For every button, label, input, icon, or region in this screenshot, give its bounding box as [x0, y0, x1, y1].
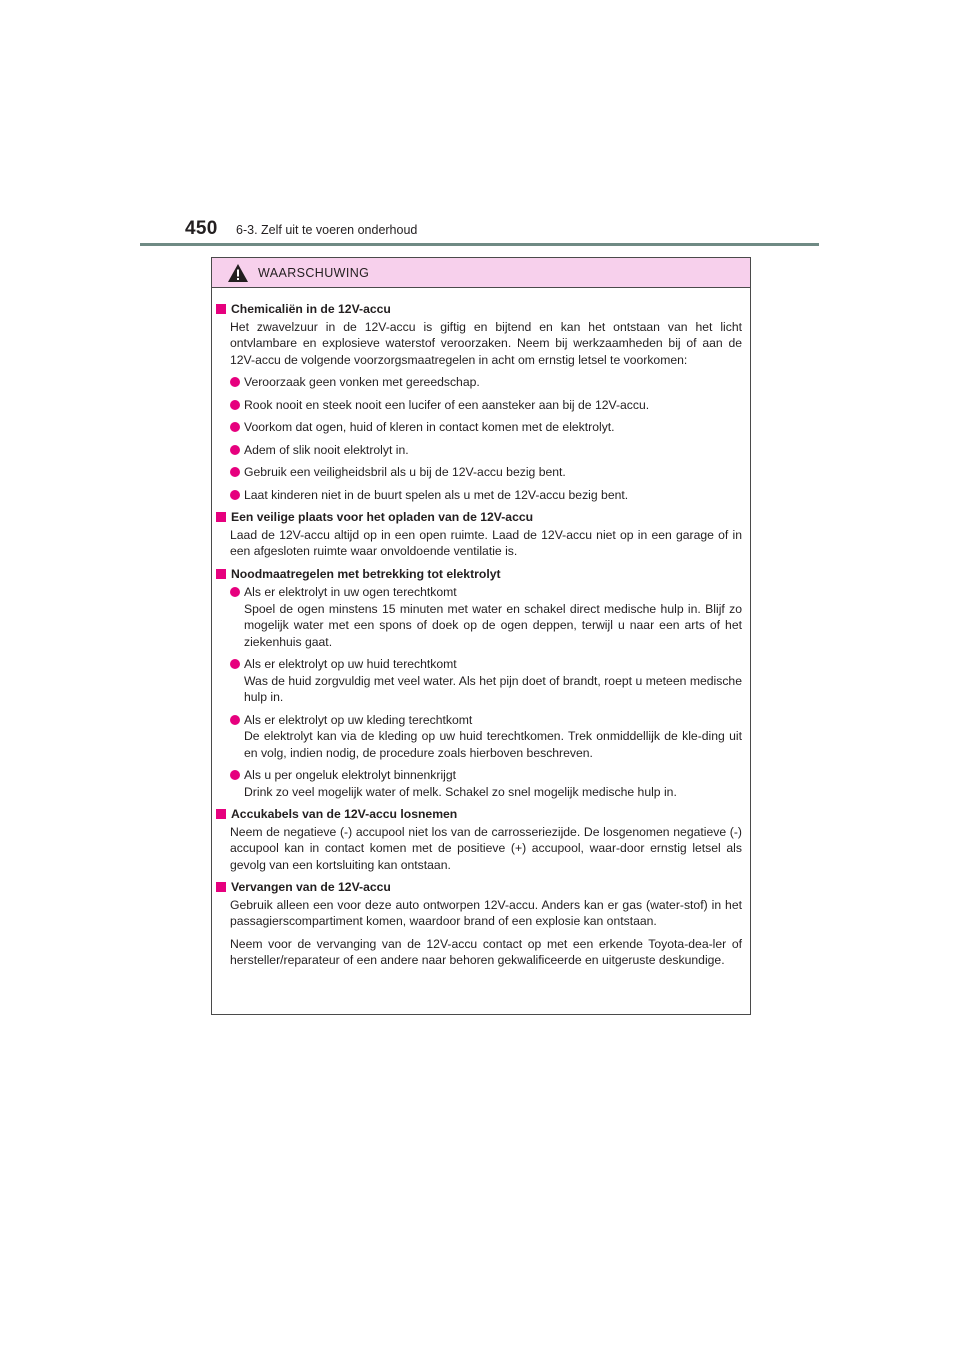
square-bullet-icon	[216, 569, 226, 579]
dot-bullet-icon	[230, 490, 240, 500]
bullet-body	[244, 397, 742, 414]
warning-label: WAARSCHUWING	[258, 265, 370, 280]
bullet-list	[216, 374, 742, 503]
warning-section	[216, 566, 742, 801]
bullet-body	[244, 464, 742, 481]
dot-bullet-icon	[230, 422, 240, 432]
section-heading	[216, 566, 742, 583]
section-paragraph: Neem de negatieve (-) accupool niet los van de carrosseriezijde. De losgenomen negatieve (-) accupool kan in contact komen met de positieve (+) accupool, waar-door ernstig letsel als gevolg van een kortsluiting kan ontstaan.	[230, 824, 742, 872]
warning-body	[212, 288, 750, 969]
section-title: 6-3. Zelf uit te voeren onderhoud	[236, 223, 418, 237]
bullet-body	[244, 712, 742, 762]
bullet-head: Veroorzaak geen vonken met gereedschap.	[244, 375, 480, 389]
square-bullet-icon	[216, 882, 226, 892]
section-paragraph: Het zwavelzuur in de 12V-accu is giftig en bijtend en kan het ontstaan van het licht ontvlambare en explosieve waterstof veroorzaken. Neem bij werkzaamheden bij of aan de 12V-accu de volgende voorzorgsmaatregelen in acht om ernstig letsel te voorkomen:	[230, 319, 742, 367]
warning-section	[216, 879, 742, 969]
dot-bullet-icon	[230, 770, 240, 780]
warning-header	[212, 258, 750, 288]
bullet-head: Als er elektrolyt in uw ogen terechtkomt	[244, 585, 457, 599]
bullet-text: De elektrolyt kan via de kleding op uw huid terechtkomen. Trek onmiddellijk de kle-ding uit en volg, indien nodig, de procedure zoals hierboven beschreven.	[244, 729, 742, 760]
square-bullet-icon	[216, 304, 226, 314]
dot-bullet-icon	[230, 377, 240, 387]
section-title-text: Een veilige plaats voor het opladen van de 12V-accu	[231, 510, 534, 524]
bullet-head: Rook nooit en steek nooit een lucifer of een aansteker aan bij de 12V-accu.	[244, 397, 650, 412]
bullet-head: Als u per ongeluk elektrolyt binnenkrijgt	[244, 768, 457, 782]
bullet-item	[230, 442, 742, 459]
bullet-head: Adem of slik nooit elektrolyt in.	[244, 442, 409, 457]
section-heading	[216, 509, 742, 526]
warning-section	[216, 301, 742, 503]
page-number: 450	[185, 218, 218, 239]
bullet-item	[230, 656, 742, 706]
bullet-item	[230, 584, 742, 650]
bullet-head: Als er elektrolyt op uw kleding terechtkomt	[244, 712, 473, 727]
bullet-head: Laat kinderen niet in de buurt spelen als u met de 12V-accu bezig bent.	[244, 487, 629, 502]
bullet-item	[230, 487, 742, 504]
bullet-body	[244, 487, 742, 504]
dot-bullet-icon	[230, 587, 240, 597]
dot-bullet-icon	[230, 445, 240, 455]
dot-bullet-icon	[230, 715, 240, 725]
bullet-head: Voorkom dat ogen, huid of kleren in contact komen met de elektrolyt.	[244, 420, 615, 434]
section-title-text: Chemicaliën in de 12V-accu	[231, 302, 391, 316]
bullet-head: Als er elektrolyt op uw huid terechtkomt	[244, 657, 457, 671]
bullet-body	[244, 656, 742, 706]
square-bullet-icon	[216, 512, 226, 522]
bullet-item	[230, 464, 742, 481]
bullet-text: Spoel de ogen minstens 15 minuten met water en schakel direct medische hulp in. Blijf zo mogelijk water met een spons of doek op de ogen deppen, terwijl u naar een arts of het ziekenhuis gaat.	[244, 601, 742, 649]
section-paragraph: Laad de 12V-accu altijd op in een open ruimte. Laad de 12V-accu niet op in een garage of in een afgesloten ruimte waar onvoldoende ventilatie is.	[230, 527, 742, 558]
bullet-body	[244, 584, 742, 650]
section-heading	[216, 301, 742, 318]
bullet-item	[230, 419, 742, 436]
section-heading	[216, 879, 742, 896]
square-bullet-icon	[216, 809, 226, 819]
warning-section	[216, 806, 742, 873]
section-title-text: Accukabels van de 12V-accu losnemen	[231, 807, 458, 821]
bullet-body	[244, 419, 742, 436]
bullet-text: Drink zo veel mogelijk water of melk. Schakel zo snel mogelijk medische hulp in.	[244, 784, 677, 799]
bullet-body	[244, 767, 742, 800]
bullet-list	[216, 584, 742, 800]
section-paragraph: Gebruik alleen een voor deze auto ontworpen 12V-accu. Anders kan er gas (water-stof) in het passagierscompartiment komen, waardoor brand of een explosie kan ontstaan.	[230, 897, 742, 928]
section-paragraph: Neem voor de vervanging van de 12V-accu contact op met een erkende Toyota-dea-ler of hersteller/reparateur of een andere naar behoren gekwalificeerde en uitgeruste deskundige.	[230, 936, 742, 967]
section-title-text: Vervangen van de 12V-accu	[231, 880, 391, 894]
bullet-item	[230, 397, 742, 414]
warning-triangle-icon	[227, 263, 249, 283]
warning-section	[216, 509, 742, 560]
bullet-item	[230, 374, 742, 391]
dot-bullet-icon	[230, 659, 240, 669]
bullet-text: Was de huid zorgvuldig met veel water. Als het pijn doet of brandt, roept u meteen medische hulp in.	[244, 673, 742, 704]
header-rule	[140, 243, 819, 246]
bullet-body	[244, 374, 742, 391]
bullet-item	[230, 712, 742, 762]
dot-bullet-icon	[230, 400, 240, 410]
bullet-item	[230, 767, 742, 800]
bullet-head: Gebruik een veiligheidsbril als u bij de 12V-accu bezig bent.	[244, 465, 566, 479]
bullet-body	[244, 442, 742, 459]
section-heading	[216, 806, 742, 823]
section-title-text: Noodmaatregelen met betrekking tot elektrolyt	[231, 566, 501, 581]
dot-bullet-icon	[230, 467, 240, 477]
warning-box	[211, 257, 751, 1015]
